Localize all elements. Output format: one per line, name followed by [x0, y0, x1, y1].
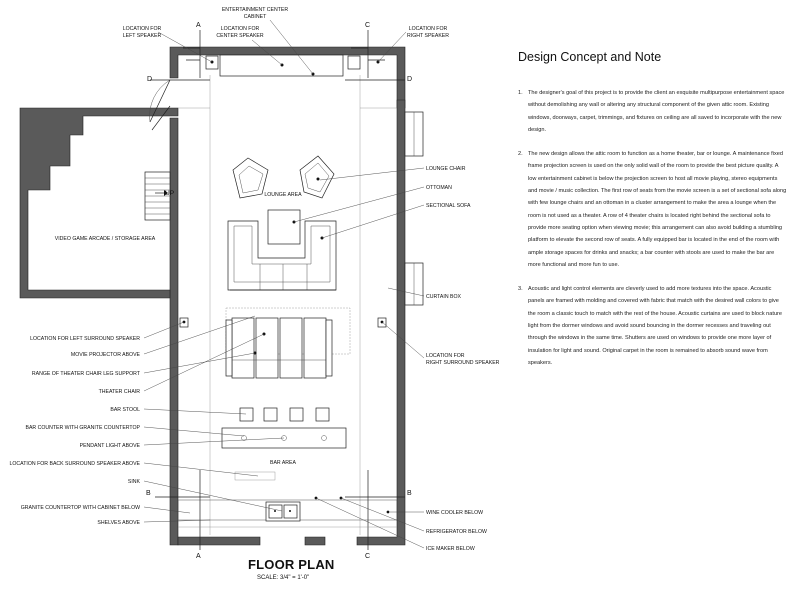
plan-scale: SCALE: 3/4" = 1'-0": [257, 575, 310, 581]
label-center-speaker-1: LOCATION FOR: [220, 26, 260, 32]
label-lounge-chair: LOUNGE CHAIR: [426, 166, 466, 172]
bar-back-counter: [178, 497, 397, 527]
ceiling-lines: [178, 75, 397, 535]
note-number: 1.: [518, 90, 523, 96]
label-projector: MOVIE PROJECTOR ABOVE: [70, 352, 140, 358]
label-left-speaker-2: LEFT SPEAKER: [122, 33, 162, 39]
stair-up-label: UP: [165, 190, 175, 197]
note-text: The new design allows the attic room to function as a home theater, bar or lounge. A maintenance fixed frame projection screen is used on the only solid wall of the room to provide the best picture quality. A low entertainment cabinet is below the projection screen to host all movie playing, stereo equipments and movie / music collection. The first row of seats from the movie screen is a set of sectional sofa along with few lounge chairs and an ottoman in a cluster arrangement to make the area a lounge when the room is not used as a theater. A row of 4 theater chairs is located right behind the sectional sofa to provide more seating option when viewing movie; this arrangement can also avoid building a stumbling platform to elevate the second row of seats. A fully equipped bar is located in the end of the room with ample storage spaces for drinks and snacks; a bar counter with stools are used to make the bar are more functional and more fun to use.: [528, 151, 787, 268]
note-item-1: [518, 87, 788, 136]
label-granite: GRANITE COUNTERTOP WITH CABINET BELOW: [20, 505, 140, 511]
label-ice-maker: ICE MAKER BELOW: [426, 546, 475, 552]
label-bar-stool: BAR STOOL: [110, 407, 140, 413]
label-sink: SINK: [127, 479, 140, 485]
top-labels: [123, 7, 450, 39]
label-entertainment-2: CABINET: [243, 14, 267, 20]
left-labels: [10, 336, 141, 526]
section-marks: [146, 22, 412, 560]
exterior-walls: [20, 47, 405, 545]
label-lounge-area: LOUNGE AREA: [264, 192, 302, 198]
label-entertainment-1: ENTERTAINMENT CENTER: [221, 7, 289, 13]
section-b-right: B: [407, 490, 412, 497]
label-back-surround: LOCATION FOR BACK SURROUND SPEAKER ABOVE: [9, 461, 140, 467]
label-right-speaker-2: RIGHT SPEAKER: [407, 33, 449, 39]
label-video-arcade: VIDEO GAME ARCADE / STORAGE AREA: [54, 236, 156, 242]
note-item-3: [518, 283, 788, 369]
section-c-top: C: [365, 22, 371, 29]
bar-stools: [240, 408, 329, 421]
note-number: 2.: [518, 151, 523, 158]
label-refrigerator: REFRIGERATOR BELOW: [426, 529, 487, 535]
label-center-speaker-2: CENTER SPEAKER: [216, 33, 264, 39]
section-a-bottom: A: [196, 553, 201, 560]
label-right-surround-1: LOCATION FOR: [426, 353, 465, 359]
label-right-surround-2: RIGHT SURROUND SPEAKER: [426, 360, 500, 366]
section-a-top: A: [196, 22, 201, 29]
label-bar-counter: BAR COUNTER WITH GRANITE COUNTERTOP: [25, 425, 140, 431]
label-curtain-box: CURTAIN BOX: [426, 294, 461, 300]
ottoman: [268, 210, 300, 244]
section-c-bottom: C: [365, 553, 371, 560]
label-right-speaker-1: LOCATION FOR: [408, 26, 448, 32]
section-d-right: D: [407, 76, 413, 83]
label-left-speaker-1: LOCATION FOR: [122, 26, 162, 32]
stairs: [145, 172, 174, 220]
note-text: Acoustic and light control elements are cleverly used to add more textures into the space. Acoustic panels are framed with molding and covered with fabric that match with the desired wall colors to give the room a classic touch to match with the rest of the house. Acoustic curtains are used to block nature light from the dormer windows and avoid sound bouncing in the dormer recesses and traveling out through the windows in the same time. Shutters are used on windows to provide one more layer of insulation for light and sound. Original carpet in the room is remained to absorb sound wave from speakers.: [528, 286, 783, 366]
entry-door: [150, 80, 170, 130]
label-leg-support: RANGE OF THEATER CHAIR LEG SUPPORT: [31, 371, 140, 377]
note-number: 3.: [518, 286, 523, 293]
label-shelves: SHELVES ABOVE: [97, 520, 140, 526]
entertainment-cabinet: [206, 55, 380, 76]
note-item-2: [518, 148, 788, 271]
design-notes: [518, 50, 788, 381]
label-sectional-sofa: SECTIONAL SOFA: [426, 203, 471, 209]
notes-title: Design Concept and Note: [518, 50, 662, 64]
label-pendant: PENDANT LIGHT ABOVE: [79, 443, 140, 449]
label-theater-chair: THEATER CHAIR: [98, 389, 140, 395]
dormer-windows: [405, 112, 423, 305]
right-labels: [426, 166, 500, 552]
label-ottoman: OTTOMAN: [426, 185, 452, 191]
section-b-left: B: [146, 490, 151, 497]
label-wine-cooler: WINE COOLER BELOW: [426, 510, 484, 516]
note-text: The designer's goal of this project is to provide the client an exquisite multipurpose entertainment space without demolishing any wall or altering any structural component of the given attic room. Existing windows, doorways, carpet, trimmings, and fixtures on ceiling are all saved to incorporate with the new design.: [528, 90, 785, 133]
label-left-surround: LOCATION FOR LEFT SURROUND SPEAKER: [30, 336, 140, 342]
section-d-left: D: [147, 76, 153, 83]
label-bar-area: BAR AREA: [270, 460, 296, 466]
plan-title: FLOOR PLAN: [248, 557, 335, 572]
